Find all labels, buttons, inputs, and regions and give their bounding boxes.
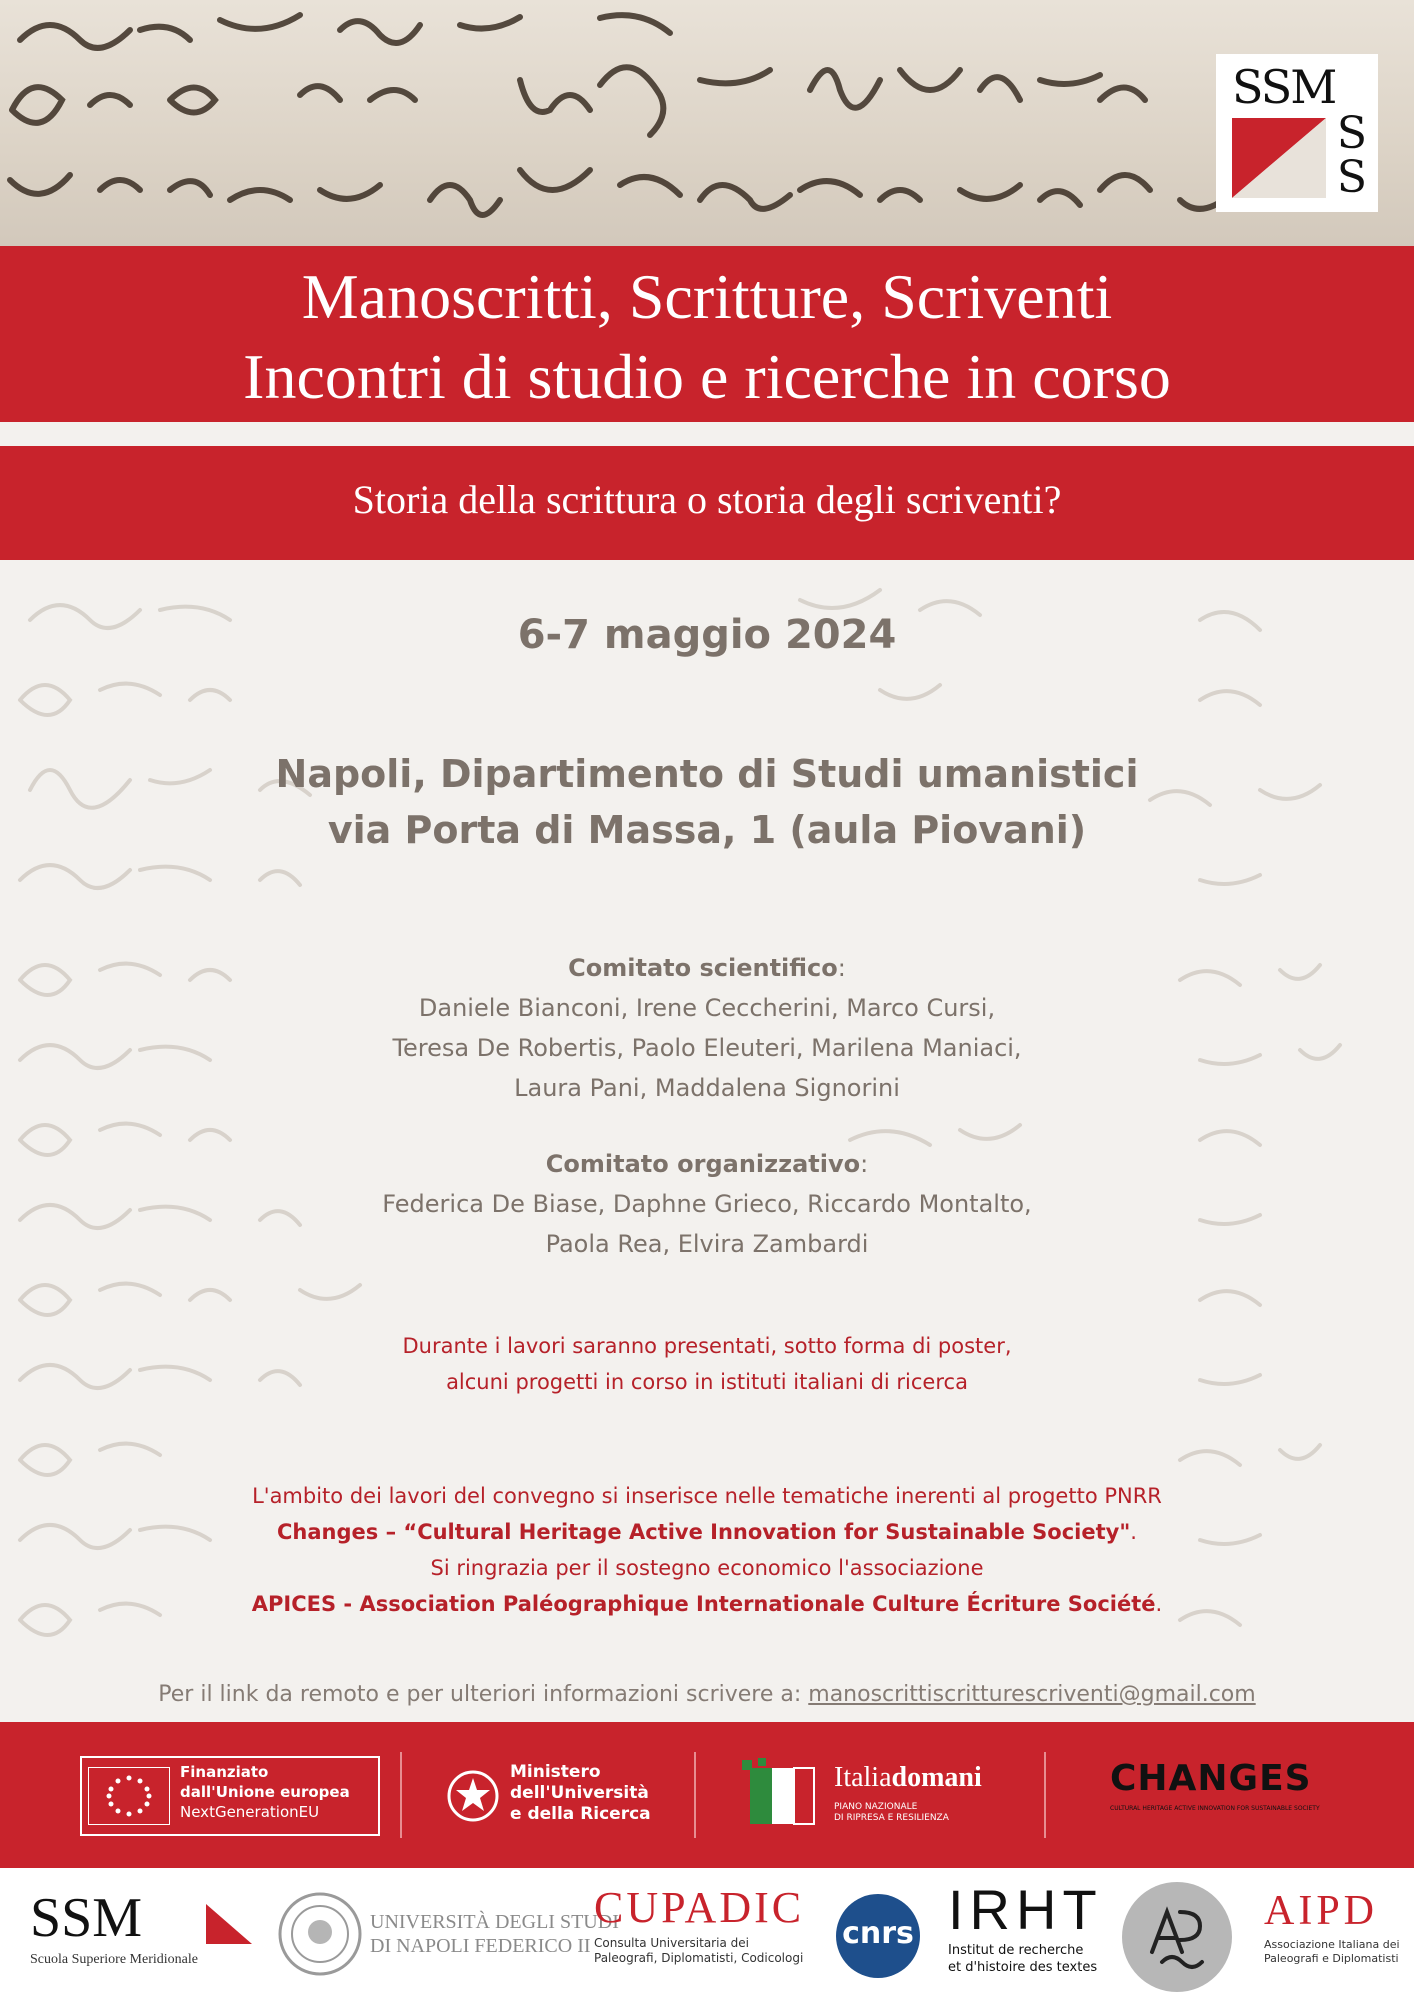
ssm-partner-sub: Scuola Superiore Meridionale: [30, 1952, 198, 1967]
scientific-committee-heading: Comitato scientifico: [568, 954, 838, 982]
changes-project-name: Changes – “Cultural Heritage Active Innovation for Sustainable Society": [277, 1520, 1131, 1544]
ssm-logo: [1216, 54, 1378, 212]
ssm-partner-logo: [30, 1887, 260, 1980]
changes-tagline: CULTURAL HERITAGE ACTIVE INNOVATION FOR SUSTAINABLE SOCIETY: [1110, 1805, 1320, 1812]
period: .: [1130, 1520, 1137, 1544]
italiadomani-line-1: PIANO NAZIONALE: [834, 1802, 918, 1812]
committee-names-line: Federica De Biase, Daphne Grieco, Riccardo Montalto,: [382, 1190, 1032, 1218]
eu-line-3: NextGenerationEU: [180, 1803, 320, 1821]
aipd-line-1: Associazione Italiana dei: [1264, 1938, 1400, 1951]
irht-line-1: Institut de recherche: [948, 1943, 1084, 1958]
manuscript-header-image: [0, 0, 1414, 250]
title-band: [0, 246, 1414, 422]
mur-line-1: Ministero: [510, 1762, 601, 1782]
irht-name: IRHT: [948, 1878, 1103, 1941]
event-date: 6-7 maggio 2024: [517, 612, 897, 658]
italian-emblem-icon: [446, 1766, 500, 1826]
italiadomani-name-a: Italia: [834, 1762, 892, 1793]
funding-band: [0, 1722, 1414, 1868]
changes-name: CHANGES: [1110, 1758, 1312, 1799]
irht-logo: [948, 1880, 1108, 1990]
pnrr-note: [0, 1478, 1414, 1622]
poster-note: [0, 1328, 1414, 1400]
ssm-partner-name: SSM: [30, 1887, 143, 1949]
venue-line-2: via Porta di Massa, 1 (aula Piovani): [327, 808, 1087, 852]
unina-line-1: UNIVERSITÀ DEGLI STUDI: [370, 1911, 619, 1933]
eu-flag-icon: [88, 1767, 170, 1825]
unina-line-2: DI NAPOLI FEDERICO II: [370, 1935, 591, 1957]
italiadomani-name-b: domani: [891, 1762, 982, 1793]
cupadic-line-2: Paleografi, Diplomatisti, Codicologi: [594, 1951, 804, 1965]
venue-line-1: Napoli, Dipartimento di Studi umanistici: [275, 752, 1139, 796]
unina-seal-icon: [278, 1892, 362, 1976]
mur-line-2: dell'Università: [510, 1783, 649, 1803]
mur-logo: [446, 1756, 666, 1836]
event-venue: [0, 746, 1414, 858]
divider: [400, 1752, 402, 1838]
unina-logo: [278, 1884, 619, 1984]
logo-ssm-text: SSM: [1232, 60, 1336, 114]
divider: [694, 1752, 696, 1838]
italiadomani-line-2: DI RIPRESA E RESILIENZA: [834, 1813, 949, 1823]
cnrs-name: cnrs: [842, 1916, 914, 1951]
organizing-committee-heading: Comitato organizzativo: [545, 1150, 861, 1178]
partners-strip: [0, 1868, 1414, 2000]
eu-funding-logo: [80, 1756, 380, 1836]
aipd-logo: [1264, 1888, 1404, 1988]
mur-line-3: e della Ricerca: [510, 1804, 651, 1824]
contact-line: [0, 1682, 1414, 1707]
divider: [1044, 1752, 1046, 1838]
cupadic-logo: [594, 1884, 816, 1984]
apices-monogram-icon: [1122, 1882, 1232, 1992]
italiadomani-logo: [742, 1750, 1012, 1840]
apices-logo: [1122, 1882, 1232, 1992]
apices-name: APICES - Association Paléographique Internationale Culture Écriture Société: [251, 1592, 1156, 1616]
ssm-triangle-icon: [206, 1904, 252, 1944]
eu-line-2: dall'Unione europea: [180, 1783, 350, 1801]
organizing-committee: [0, 1144, 1414, 1264]
committee-names-line: Laura Pani, Maddalena Signorini: [514, 1074, 900, 1102]
cupadic-name: CUPADIC: [594, 1883, 805, 1932]
poster-note-line-2: alcuni progetti in corso in istituti italiani di ricerca: [446, 1370, 968, 1394]
pnrr-note-line-1: L'ambito dei lavori del convegno si inserisce nelle tematiche inerenti al progetto PNRR: [252, 1484, 1162, 1508]
eu-line-1: Finanziato: [180, 1763, 269, 1781]
aipd-line-2: Paleografi e Diplomatisti: [1264, 1952, 1399, 1965]
cnrs-logo: [836, 1894, 920, 1978]
subtitle-band: [0, 446, 1414, 560]
logo-side-letters: S S: [1336, 108, 1368, 203]
committee-names-line: Teresa De Robertis, Paolo Eleuteri, Marilena Maniaci,: [392, 1034, 1022, 1062]
contact-email-link[interactable]: manoscrittiscritturescriventi@gmail.com: [808, 1682, 1256, 1707]
poster-note-line-1: Durante i lavori saranno presentati, sotto forma di poster,: [402, 1334, 1012, 1358]
irht-line-2: et d'histoire des textes: [948, 1960, 1098, 1975]
logo-triangle-icon: [1232, 118, 1326, 198]
colon: :: [837, 954, 846, 982]
committee-names-line: Daniele Bianconi, Irene Ceccherini, Marco Cursi,: [418, 994, 996, 1022]
scientific-committee: [0, 948, 1414, 1108]
contact-text: Per il link da remoto e per ulteriori informazioni scrivere a:: [158, 1682, 809, 1707]
colon: :: [860, 1150, 869, 1178]
cupadic-line-1: Consulta Universitaria dei: [594, 1936, 749, 1950]
subtitle: Storia della scrittura o storia degli scriventi?: [352, 477, 1062, 522]
title-line-2: Incontri di studio e ricerche in corso: [243, 341, 1171, 412]
aipd-name: AIPD: [1264, 1888, 1379, 1934]
pnrr-note-line-3: Si ringrazia per il sostegno economico l'associazione: [430, 1556, 984, 1580]
title-line-1: Manoscritti, Scritture, Scriventi: [301, 261, 1113, 332]
changes-logo: [1110, 1758, 1360, 1838]
italiadomani-flag-icon: [742, 1758, 826, 1828]
period: .: [1155, 1592, 1163, 1616]
committee-names-line: Paola Rea, Elvira Zambardi: [545, 1230, 869, 1258]
